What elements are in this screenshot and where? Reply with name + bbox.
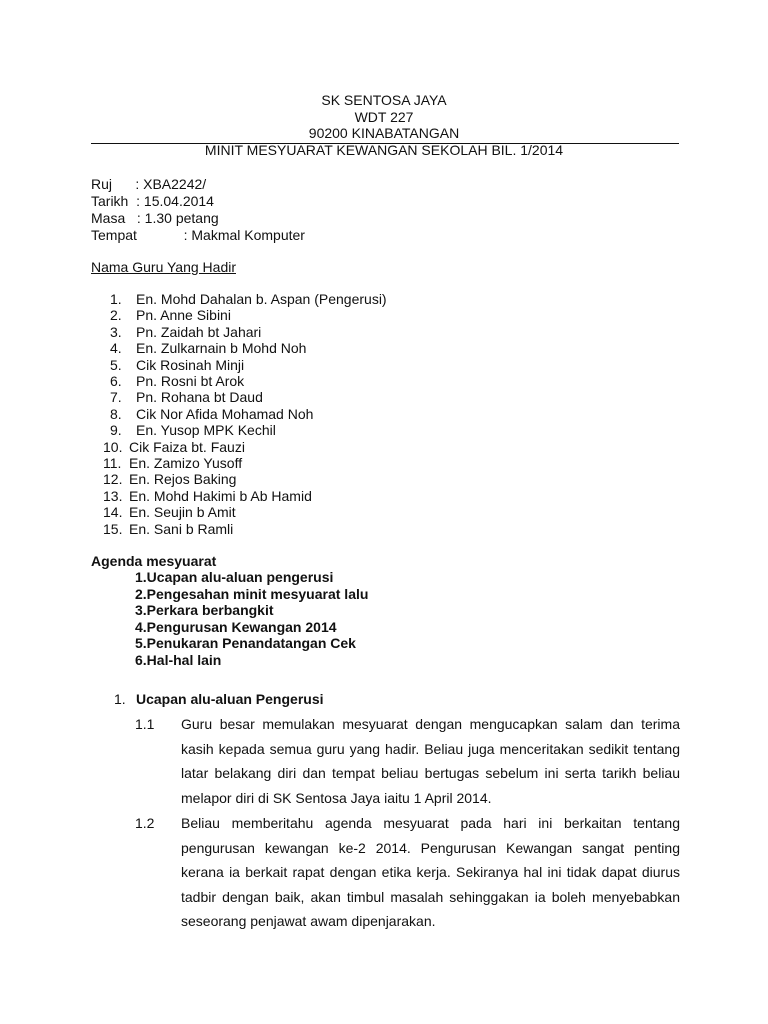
section-number: 1. <box>114 691 126 707</box>
ruj-row: Ruj : XBA2242/ <box>91 176 207 192</box>
list-item: 7. Pn. Rohana bt Daud <box>110 389 263 406</box>
tempat-row: Tempat : Makmal Komputer <box>91 227 305 243</box>
list-item: 5.Penukaran Penandatangan Cek <box>135 635 356 652</box>
school-address: 90200 KINABATANGAN <box>308 125 460 141</box>
paragraph-text: Guru besar memulakan mesyuarat dengan mengucapkan salam dan terima kasih kepada semua guru yang hadir. Beliau juga menceritakan sedikit tentang latar belakang diri dan tempat beliau bertugas sebelum ini serta tarikh beliau melapor diri di SK Sentosa Jaya iaitu 1 April 2014. <box>181 716 680 806</box>
list-item: 1. En. Mohd Dahalan b. Aspan (Pengerusi) <box>110 291 387 307</box>
agenda-list <box>135 569 368 669</box>
list-item: 14. En. Seujin b Amit <box>103 504 236 521</box>
section-1-heading <box>114 691 324 708</box>
list-item: 1.Ucapan alu-aluan pengerusi <box>135 569 334 585</box>
agenda-heading: Agenda mesyuarat <box>91 553 217 569</box>
list-item: 6.Hal-hal lain <box>135 651 222 668</box>
masa-row: Masa : 1.30 petang <box>91 210 219 226</box>
list-item: 6. Pn. Rosni bt Arok <box>110 373 245 390</box>
meeting-details <box>91 176 305 244</box>
list-item: 13. En. Mohd Hakimi b Ab Hamid <box>103 487 312 504</box>
document-title: MINIT MESYUARAT KEWANGAN SEKOLAH BIL. 1/2014 <box>204 141 564 158</box>
section-title: Ucapan alu-aluan Pengerusi <box>136 691 324 707</box>
document-header <box>0 92 768 158</box>
paragraph-1-1 <box>135 712 680 810</box>
attendees-list <box>103 291 387 537</box>
list-item: 9. En. Yusop MPK Kechil <box>110 422 276 439</box>
list-item: 10. Cik Faiza bt. Fauzi <box>103 438 245 455</box>
list-item: 5. Cik Rosinah Minji <box>110 356 245 373</box>
list-item: 2.Pengesahan minit mesyuarat lalu <box>135 585 369 602</box>
list-item: 8. Cik Nor Afida Mohamad Noh <box>110 405 314 422</box>
paragraph-text: Beliau memberitahu agenda mesyuarat pada hari ini berkaitan tentang pengurusan kewangan ke-2 2014. Pengurusan Kewangan sangat penting kerana ia berkait rapat dengan etika kerja. Sekiranya hal ini tidak dapat diurus tadbir dengan baik, akan timbul masalah sehinggakan ia boleh menyebabkan seseorang penjawat awam dipenjarakan. <box>181 815 680 930</box>
tarikh-row: Tarikh : 15.04.2014 <box>91 193 214 209</box>
list-item: 2. Pn. Anne Sibini <box>110 307 231 324</box>
school-code: WDT 227 <box>354 108 414 125</box>
attendees-heading: Nama Guru Yang Hadir <box>91 259 236 275</box>
paragraph-number: 1.2 <box>135 815 155 831</box>
header-divider <box>91 143 679 144</box>
school-name: SK SENTOSA JAYA <box>321 92 447 108</box>
list-item: 4. En. Zulkarnain b Mohd Noh <box>110 340 307 357</box>
list-item: 3.Perkara berbangkit <box>135 602 274 619</box>
list-item: 11. En. Zamizo Yusoff <box>103 455 243 472</box>
list-item: 12. En. Rejos Baking <box>103 471 237 488</box>
list-item: 15. En. Sani b Ramli <box>103 520 234 537</box>
list-item: 3. Pn. Zaidah bt Jahari <box>110 323 262 340</box>
list-item: 4.Pengurusan Kewangan 2014 <box>135 618 337 635</box>
paragraph-number: 1.1 <box>135 716 155 732</box>
paragraph-1-2 <box>135 811 680 934</box>
